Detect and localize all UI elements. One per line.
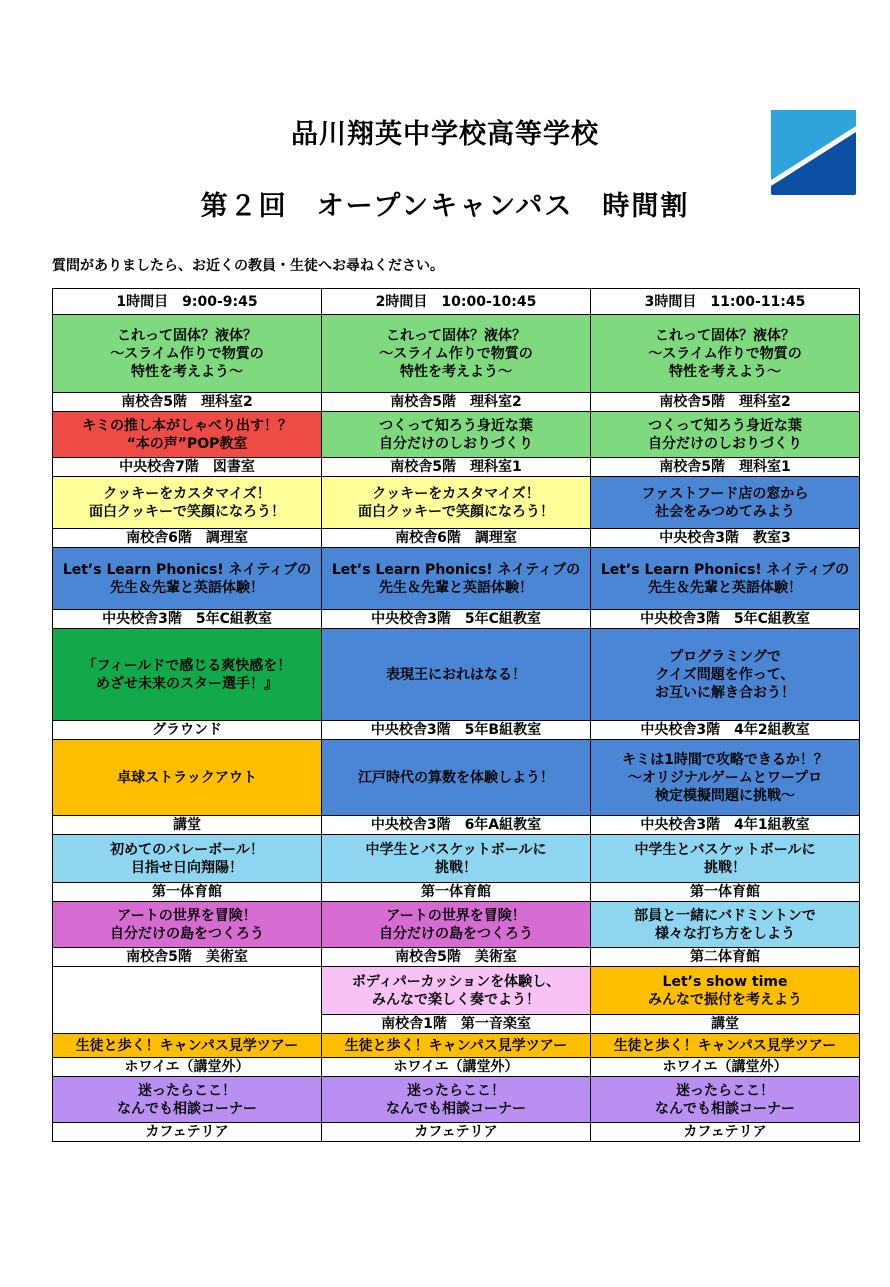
page-title: 第２回 オープンキャンパス 時間割 bbox=[200, 191, 690, 222]
place-cell: 講堂 bbox=[53, 816, 322, 835]
place-cell: 中央校舎3階 4年2組教室 bbox=[591, 721, 860, 740]
event-cell: これって固体？液体？ ～スライム作りで物質の 特性を考えよう～ bbox=[591, 315, 860, 393]
place-cell: 南校舎1階 第一音楽室 bbox=[322, 1015, 591, 1034]
place-cell: カフェテリア bbox=[53, 1123, 322, 1142]
place-cell: 南校舎5階 理科室1 bbox=[322, 458, 591, 477]
empty-cell bbox=[53, 967, 322, 1034]
place-row bbox=[53, 393, 860, 412]
event-row bbox=[53, 740, 860, 816]
event-cell: プログラミングで クイズ問題を作って、 お互いに解き合おう！ bbox=[591, 629, 860, 721]
event-cell: 初めてのバレーボール！ 目指せ日向翔陽！ bbox=[53, 835, 322, 883]
event-cell: 生徒と歩く！キャンパス見学ツアー bbox=[53, 1034, 322, 1058]
event-cell: つくって知ろう身近な葉 自分だけのしおりづくり bbox=[591, 412, 860, 458]
event-cell: 表現王におれはなる！ bbox=[322, 629, 591, 721]
event-cell: アートの世界を冒険！ 自分だけの島をつくろう bbox=[53, 902, 322, 948]
place-row bbox=[53, 1123, 860, 1142]
event-cell: 生徒と歩く！キャンパス見学ツアー bbox=[322, 1034, 591, 1058]
period-3-header: 3時間目 11:00-11:45 bbox=[591, 289, 860, 315]
event-row bbox=[53, 835, 860, 883]
event-cell: ボディパーカッションを体験し、 みんなで楽しく奏でよう！ bbox=[322, 967, 591, 1015]
event-cell: 迷ったらここ！ なんでも相談コーナー bbox=[53, 1077, 322, 1123]
place-cell: 南校舎5階 美術室 bbox=[53, 948, 322, 967]
event-cell: キミは1時間で攻略できるか！？ ～オリジナルゲームとワープロ 検定模擬問題に挑戦～ bbox=[591, 740, 860, 816]
event-row bbox=[53, 412, 860, 458]
school-logo bbox=[771, 110, 856, 195]
event-row bbox=[53, 629, 860, 721]
place-cell: 第二体育館 bbox=[591, 948, 860, 967]
event-cell: 卓球ストラックアウト bbox=[53, 740, 322, 816]
place-row bbox=[53, 948, 860, 967]
event-row bbox=[53, 1077, 860, 1123]
event-cell: ファストフード店の窓から 社会をみつめてみよう bbox=[591, 477, 860, 529]
place-cell: カフェテリア bbox=[322, 1123, 591, 1142]
event-row bbox=[53, 1034, 860, 1058]
header-row bbox=[53, 289, 860, 315]
event-cell: 生徒と歩く！キャンパス見学ツアー bbox=[591, 1034, 860, 1058]
place-row bbox=[53, 610, 860, 629]
place-cell: 中央校舎3階 5年C組教室 bbox=[322, 610, 591, 629]
place-cell: 中央校舎3階 4年1組教室 bbox=[591, 816, 860, 835]
event-row bbox=[53, 902, 860, 948]
place-cell: ホワイエ（講堂外） bbox=[591, 1058, 860, 1077]
period-1-header: 1時間目 9:00-9:45 bbox=[53, 289, 322, 315]
place-cell: 第一体育館 bbox=[322, 883, 591, 902]
event-cell: Let’s Learn Phonics! ネイティブの 先生＆先輩と英語体験！ bbox=[591, 548, 860, 610]
place-cell: 南校舎5階 美術室 bbox=[322, 948, 591, 967]
event-row bbox=[53, 477, 860, 529]
event-cell: キミの推し本がしゃべり出す！？ “本の声”POP教室 bbox=[53, 412, 322, 458]
place-cell: 南校舎5階 理科室2 bbox=[322, 393, 591, 412]
place-cell: ホワイエ（講堂外） bbox=[53, 1058, 322, 1077]
place-cell: 講堂 bbox=[591, 1015, 860, 1034]
event-cell: 部員と一緒にバドミントンで 様々な打ち方をしよう bbox=[591, 902, 860, 948]
event-cell: 中学生とバスケットボールに 挑戦！ bbox=[322, 835, 591, 883]
place-cell: ホワイエ（講堂外） bbox=[322, 1058, 591, 1077]
school-name: 品川翔英中学校高等学校 bbox=[291, 119, 599, 150]
place-cell: 中央校舎7階 図書室 bbox=[53, 458, 322, 477]
event-cell: 「フィールドで感じる爽快感を！ めざせ未来のスター選手！』 bbox=[53, 629, 322, 721]
event-row bbox=[53, 315, 860, 393]
place-row bbox=[53, 721, 860, 740]
event-row bbox=[53, 967, 860, 1015]
place-cell: 中央校舎3階 6年A組教室 bbox=[322, 816, 591, 835]
place-cell: 中央校舎3階 5年C組教室 bbox=[591, 610, 860, 629]
place-row bbox=[53, 529, 860, 548]
place-cell: 中央校舎3階 5年B組教室 bbox=[322, 721, 591, 740]
event-cell: アートの世界を冒険！ 自分だけの島をつくろう bbox=[322, 902, 591, 948]
event-cell: 迷ったらここ！ なんでも相談コーナー bbox=[591, 1077, 860, 1123]
place-cell: カフェテリア bbox=[591, 1123, 860, 1142]
period-2-header: 2時間目 10:00-10:45 bbox=[322, 289, 591, 315]
place-row bbox=[53, 816, 860, 835]
place-cell: 中央校舎3階 5年C組教室 bbox=[53, 610, 322, 629]
place-cell: 南校舎5階 理科室1 bbox=[591, 458, 860, 477]
place-cell: 南校舎5階 理科室2 bbox=[591, 393, 860, 412]
event-cell: 江戸時代の算数を体験しよう！ bbox=[322, 740, 591, 816]
event-cell: Let’s show time みんなで振付を考えよう bbox=[591, 967, 860, 1015]
event-cell: クッキーをカスタマイズ！ 面白クッキーで笑顔になろう！ bbox=[322, 477, 591, 529]
event-cell: これって固体？液体？ ～スライム作りで物質の 特性を考えよう～ bbox=[322, 315, 591, 393]
place-cell: 南校舎6階 調理室 bbox=[53, 529, 322, 548]
place-row bbox=[53, 883, 860, 902]
place-cell: 中央校舎3階 教室3 bbox=[591, 529, 860, 548]
event-cell: 迷ったらここ！ なんでも相談コーナー bbox=[322, 1077, 591, 1123]
place-cell: 南校舎5階 理科室2 bbox=[53, 393, 322, 412]
event-cell: Let’s Learn Phonics! ネイティブの 先生＆先輩と英語体験！ bbox=[322, 548, 591, 610]
event-row bbox=[53, 548, 860, 610]
event-cell: つくって知ろう身近な葉 自分だけのしおりづくり bbox=[322, 412, 591, 458]
event-cell: Let’s Learn Phonics! ネイティブの 先生＆先輩と英語体験！ bbox=[53, 548, 322, 610]
place-row bbox=[53, 1058, 860, 1077]
notice-text: 質問がありましたら、お近くの教員・生徒へお尋ねください。 bbox=[52, 258, 444, 274]
event-cell: クッキーをカスタマイズ！ 面白クッキーで笑顔になろう！ bbox=[53, 477, 322, 529]
event-cell: これって固体？液体？ ～スライム作りで物質の 特性を考えよう～ bbox=[53, 315, 322, 393]
place-cell: グラウンド bbox=[53, 721, 322, 740]
place-cell: 第一体育館 bbox=[53, 883, 322, 902]
place-cell: 南校舎6階 調理室 bbox=[322, 529, 591, 548]
place-cell: 第一体育館 bbox=[591, 883, 860, 902]
place-row bbox=[53, 458, 860, 477]
event-cell: 中学生とバスケットボールに 挑戦！ bbox=[591, 835, 860, 883]
timetable bbox=[52, 288, 860, 1142]
